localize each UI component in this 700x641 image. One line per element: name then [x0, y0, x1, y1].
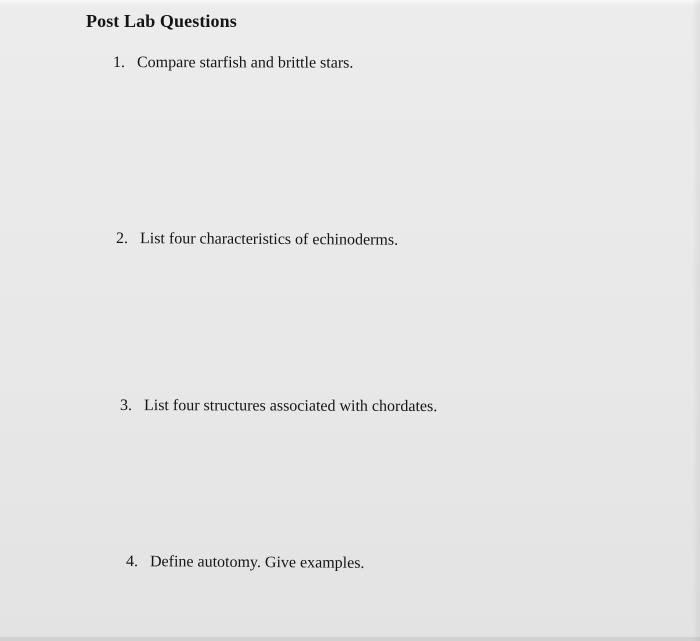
page-right-shadow: [692, 0, 700, 641]
page-bottom-shadow: [0, 637, 700, 641]
question-number: 2.: [115, 230, 129, 248]
question-text: Define autotomy. Give examples.: [149, 553, 365, 572]
question-text: Compare starfish and brittle stars.: [136, 54, 354, 72]
question-text: List four characteristics of echinoderms.: [139, 230, 399, 249]
page-top-highlight: [0, 0, 700, 6]
question-item: [116, 230, 398, 250]
question-number: 4.: [125, 553, 139, 571]
question-item: [113, 54, 353, 73]
question-item: [126, 553, 365, 573]
question-item: [120, 397, 437, 416]
page-title: Post Lab Questions: [86, 11, 237, 31]
question-text: List four structures associated with chordates.: [143, 397, 438, 416]
question-number: 1.: [112, 54, 126, 72]
question-number: 3.: [119, 397, 133, 415]
